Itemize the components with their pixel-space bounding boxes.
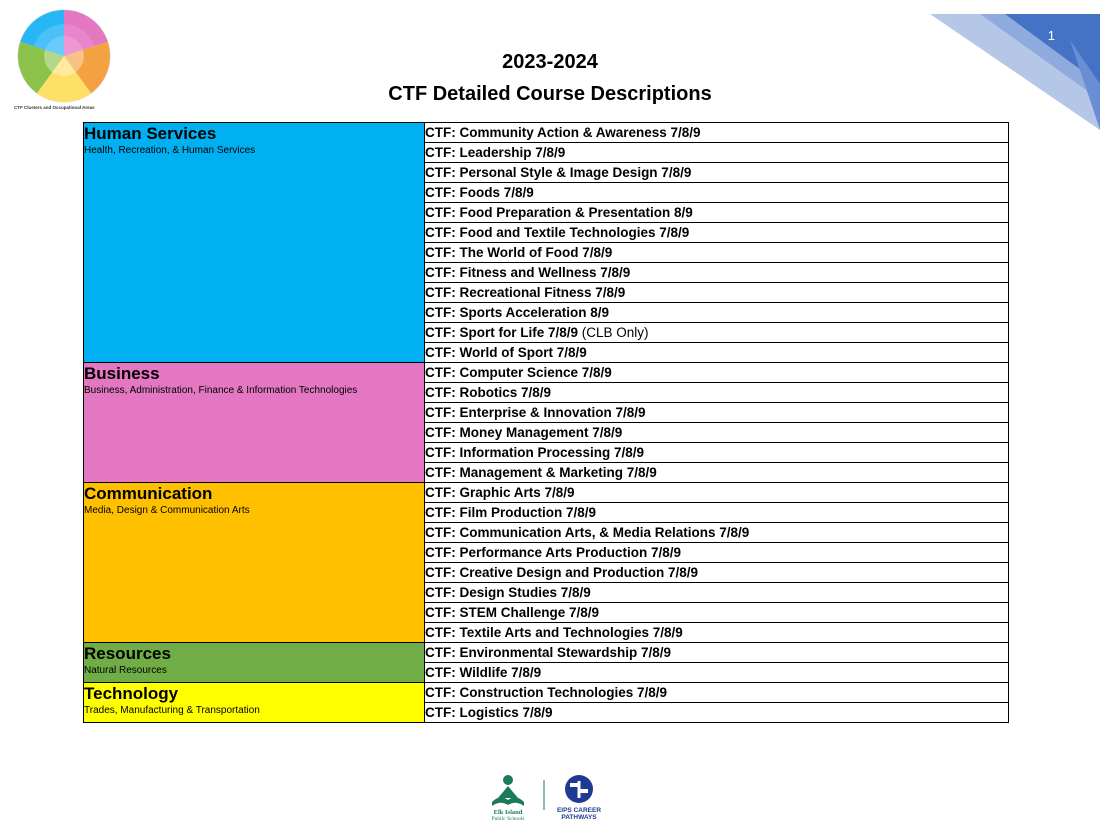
course-note: (CLB Only) [578,325,649,340]
course-cell [425,543,1009,563]
course-name: CTF: Fitness and Wellness 7/8/9 [425,265,631,280]
career-pathways-logo-icon [557,775,601,821]
course-cell [425,643,1009,663]
course-cell [425,703,1009,723]
course-name: CTF: Graphic Arts 7/8/9 [425,485,575,500]
cluster-name: Communication [84,484,213,503]
course-name: CTF: Construction Technologies 7/8/9 [425,685,668,700]
cluster-cell [84,683,425,723]
course-row [84,683,1009,703]
cluster-subtitle: Business, Administration, Finance & Information Technologies [84,385,358,396]
course-name: CTF: Foods 7/8/9 [425,185,534,200]
course-cell [425,583,1009,603]
course-name: CTF: Sport for Life 7/8/9 [425,325,579,340]
course-cell [425,183,1009,203]
course-cell [425,143,1009,163]
course-cell [425,123,1009,143]
course-cell [425,163,1009,183]
course-name: CTF: Community Action & Awareness 7/8/9 [425,125,701,140]
course-cell [425,443,1009,463]
course-cell [425,283,1009,303]
course-cell [425,683,1009,703]
title-year: 2023-2024 [502,51,598,73]
cluster-subtitle: Trades, Manufacturing & Transportation [84,705,260,716]
footer-logos [484,772,614,822]
course-row [84,123,1009,143]
course-cell [425,343,1009,363]
course-cell [425,523,1009,543]
course-cell [425,503,1009,523]
course-name: CTF: The World of Food 7/8/9 [425,245,613,260]
course-name: CTF: Wildlife 7/8/9 [425,665,542,680]
course-cell [425,203,1009,223]
course-name: CTF: Film Production 7/8/9 [425,505,597,520]
eips-logo-line1: Elk Island [493,809,523,816]
course-name: CTF: Sports Acceleration 8/9 [425,305,610,320]
course-name: CTF: Personal Style & Image Design 7/8/9 [425,165,692,180]
logo-caption: CTF Clusters and Occupational Areas [14,105,95,110]
course-cell [425,243,1009,263]
course-name: CTF: Creative Design and Production 7/8/9 [425,565,699,580]
course-cell [425,483,1009,503]
course-name: CTF: Food and Textile Technologies 7/8/9 [425,225,690,240]
course-name: CTF: World of Sport 7/8/9 [425,345,587,360]
course-name: CTF: Food Preparation & Presentation 8/9 [425,205,693,220]
course-row [84,363,1009,383]
course-cell [425,263,1009,283]
course-cell [425,463,1009,483]
course-cell [425,623,1009,643]
cluster-name: Technology [84,684,179,703]
cluster-subtitle: Health, Recreation, & Human Services [84,145,256,156]
eips-logo-line2: Public Schools [491,816,525,822]
course-name: CTF: Design Studies 7/8/9 [425,585,591,600]
course-name: CTF: Logistics 7/8/9 [425,705,553,720]
course-row [84,483,1009,503]
course-row [84,643,1009,663]
cluster-name: Resources [84,644,171,663]
page-title [0,46,1100,110]
page-number: 1 [1047,28,1055,43]
course-name: CTF: STEM Challenge 7/8/9 [425,605,600,620]
course-table [83,122,1009,723]
course-table-body [84,123,1009,723]
pathways-logo-line2: PATHWAYS [561,814,597,821]
course-name: CTF: Communication Arts, & Media Relations 7/8/9 [425,525,750,540]
course-name: CTF: Money Management 7/8/9 [425,425,623,440]
course-name: CTF: Environmental Stewardship 7/8/9 [425,645,672,660]
eips-logo-icon [492,775,525,822]
course-cell [425,303,1009,323]
course-cell [425,363,1009,383]
pathways-logo-line1: EIPS CAREER [556,807,602,814]
course-name: CTF: Leadership 7/8/9 [425,145,566,160]
cluster-name: Business [84,364,160,383]
course-cell [425,223,1009,243]
course-cell [425,383,1009,403]
course-cell [425,603,1009,623]
course-name: CTF: Performance Arts Production 7/8/9 [425,545,682,560]
cluster-cell [84,123,425,363]
cluster-cell [84,643,425,683]
title-main: CTF Detailed Course Descriptions [388,83,712,105]
course-name: CTF: Computer Science 7/8/9 [425,365,612,380]
course-cell [425,663,1009,683]
course-cell [425,323,1009,343]
course-cell [425,423,1009,443]
cluster-subtitle: Media, Design & Communication Arts [84,505,250,516]
cluster-cell [84,483,425,643]
course-name: CTF: Management & Marketing 7/8/9 [425,465,657,480]
course-cell [425,563,1009,583]
course-name: CTF: Robotics 7/8/9 [425,385,552,400]
cluster-subtitle: Natural Resources [84,665,167,676]
cluster-name: Human Services [84,124,217,143]
course-name: CTF: Textile Arts and Technologies 7/8/9 [425,625,683,640]
course-name: CTF: Enterprise & Innovation 7/8/9 [425,405,646,420]
course-name: CTF: Information Processing 7/8/9 [425,445,645,460]
cluster-cell [84,363,425,483]
course-cell [425,403,1009,423]
course-name: CTF: Recreational Fitness 7/8/9 [425,285,626,300]
